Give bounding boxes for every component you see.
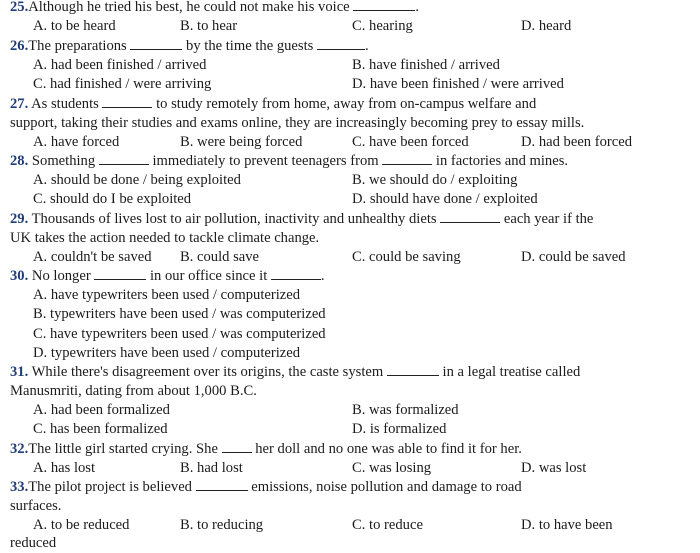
question-stem: . bbox=[364, 38, 369, 54]
question-stem-continuation: surfaces. bbox=[10, 498, 62, 514]
question-29 bbox=[10, 210, 593, 229]
option-a[interactable]: A. had been formalized bbox=[33, 402, 170, 418]
question-number: 33. bbox=[10, 479, 29, 495]
option-c[interactable]: C. have been forced bbox=[352, 134, 469, 150]
option-d[interactable]: D. should have done / exploited bbox=[352, 191, 538, 207]
question-number: 26. bbox=[10, 38, 29, 54]
option-c[interactable]: C. could be saving bbox=[352, 249, 461, 265]
option-b[interactable]: B. typewriters have been used / was computerized bbox=[33, 306, 326, 322]
answer-blank[interactable] bbox=[353, 0, 415, 11]
option-b[interactable]: B. had lost bbox=[180, 460, 243, 476]
question-stem: Something bbox=[31, 153, 96, 169]
question-26 bbox=[10, 37, 369, 56]
option-a[interactable]: A. had been finished / arrived bbox=[33, 57, 207, 73]
answer-blank[interactable] bbox=[387, 363, 439, 376]
option-a[interactable]: A. have forced bbox=[33, 134, 120, 150]
question-stem-continuation: support, taking their studies and exams online, they are increasingly becoming prey to essay mills. bbox=[10, 115, 585, 131]
question-stem: . bbox=[415, 0, 419, 15]
option-c[interactable]: C. have typewriters been used / was computerized bbox=[33, 326, 326, 342]
answer-blank[interactable] bbox=[196, 478, 248, 491]
question-stem: While there's disagreement over its origins, the caste system bbox=[31, 364, 384, 380]
question-stem: each year if the bbox=[503, 211, 594, 227]
option-d[interactable]: D. is formalized bbox=[352, 421, 447, 437]
question-stem: her doll and no one was able to find it for her. bbox=[255, 441, 522, 457]
option-c[interactable]: C. to reduce bbox=[352, 517, 423, 533]
option-c[interactable]: C. had finished / were arriving bbox=[33, 76, 212, 92]
option-b[interactable]: B. to reducing bbox=[180, 517, 264, 533]
question-number: 32. bbox=[10, 441, 29, 457]
option-d[interactable]: D. heard bbox=[521, 18, 572, 34]
option-a[interactable]: A. couldn't be saved bbox=[33, 249, 152, 265]
question-stem: in factories and mines. bbox=[435, 153, 569, 169]
question-stem: to study remotely from home, away from on-campus welfare and bbox=[156, 96, 537, 112]
option-a[interactable]: A. to be reduced bbox=[33, 517, 130, 533]
question-27 bbox=[10, 95, 536, 114]
answer-blank[interactable] bbox=[99, 152, 149, 165]
option-d[interactable]: D. to have been bbox=[521, 517, 613, 533]
option-d[interactable]: D. typewriters have been used / computerized bbox=[33, 345, 301, 361]
option-c[interactable]: C. has been formalized bbox=[33, 421, 168, 437]
question-stem: The little girl started crying. She bbox=[28, 441, 218, 457]
question-31 bbox=[10, 363, 580, 382]
question-28 bbox=[10, 152, 568, 171]
answer-blank[interactable] bbox=[94, 267, 146, 280]
answer-blank[interactable] bbox=[440, 210, 500, 223]
option-d[interactable]: D. have been finished / were arrived bbox=[352, 76, 564, 92]
question-number: 28. bbox=[10, 153, 29, 169]
option-c[interactable]: C. hearing bbox=[352, 18, 413, 34]
option-b[interactable]: B. could save bbox=[180, 249, 260, 265]
question-stem: The preparations bbox=[28, 38, 127, 54]
question-stem: Thousands of lives lost to air pollution, inactivity and unhealthy diets bbox=[31, 211, 437, 227]
option-d-wrap: reduced bbox=[10, 535, 57, 551]
option-a[interactable]: A. have typewriters been used / computerized bbox=[33, 287, 301, 303]
question-stem: in our office since it bbox=[150, 268, 268, 284]
option-c[interactable]: C. should do I be exploited bbox=[33, 191, 192, 207]
question-25 bbox=[10, 0, 419, 17]
option-d[interactable]: D. was lost bbox=[521, 460, 587, 476]
option-b[interactable]: B. to hear bbox=[180, 18, 238, 34]
question-stem: No longer bbox=[31, 268, 91, 284]
question-stem: emissions, noise pollution and damage to road bbox=[251, 479, 522, 495]
answer-blank[interactable] bbox=[317, 37, 365, 50]
question-32 bbox=[10, 440, 522, 459]
question-stem-continuation: Manusmriti, dating from about 1,000 B.C. bbox=[10, 383, 257, 399]
question-stem: . bbox=[320, 268, 325, 284]
option-b[interactable]: B. was formalized bbox=[352, 402, 459, 418]
answer-blank[interactable] bbox=[382, 152, 432, 165]
question-stem: immediately to prevent teenagers from bbox=[152, 153, 379, 169]
question-stem-continuation: UK takes the action needed to tackle climate change. bbox=[10, 230, 320, 246]
question-stem: by the time the guests bbox=[186, 38, 314, 54]
answer-blank[interactable] bbox=[222, 440, 252, 453]
question-stem: in a legal treatise called bbox=[442, 364, 581, 380]
question-number: 30. bbox=[10, 268, 29, 284]
answer-blank[interactable] bbox=[102, 95, 152, 108]
option-a[interactable]: A. has lost bbox=[33, 460, 96, 476]
option-b[interactable]: B. have finished / arrived bbox=[352, 57, 500, 73]
answer-blank[interactable] bbox=[271, 267, 321, 280]
question-33 bbox=[10, 478, 522, 497]
answer-blank[interactable] bbox=[130, 37, 182, 50]
question-stem: The pilot project is believed bbox=[28, 479, 192, 495]
option-a[interactable]: A. should be done / being exploited bbox=[33, 172, 241, 188]
question-number: 31. bbox=[10, 364, 29, 380]
question-30 bbox=[10, 267, 325, 286]
question-number: 27. bbox=[10, 96, 29, 112]
question-number: 25. bbox=[10, 0, 29, 15]
option-b[interactable]: B. we should do / exploiting bbox=[352, 172, 518, 188]
question-stem: Although he tried his best, he could not make his voice bbox=[28, 0, 350, 15]
question-number: 29. bbox=[10, 211, 29, 227]
option-d[interactable]: D. could be saved bbox=[521, 249, 626, 265]
option-b[interactable]: B. were being forced bbox=[180, 134, 303, 150]
question-stem: As students bbox=[31, 96, 99, 112]
option-d[interactable]: D. had been forced bbox=[521, 134, 633, 150]
option-a[interactable]: A. to be heard bbox=[33, 18, 116, 34]
option-c[interactable]: C. was losing bbox=[352, 460, 432, 476]
